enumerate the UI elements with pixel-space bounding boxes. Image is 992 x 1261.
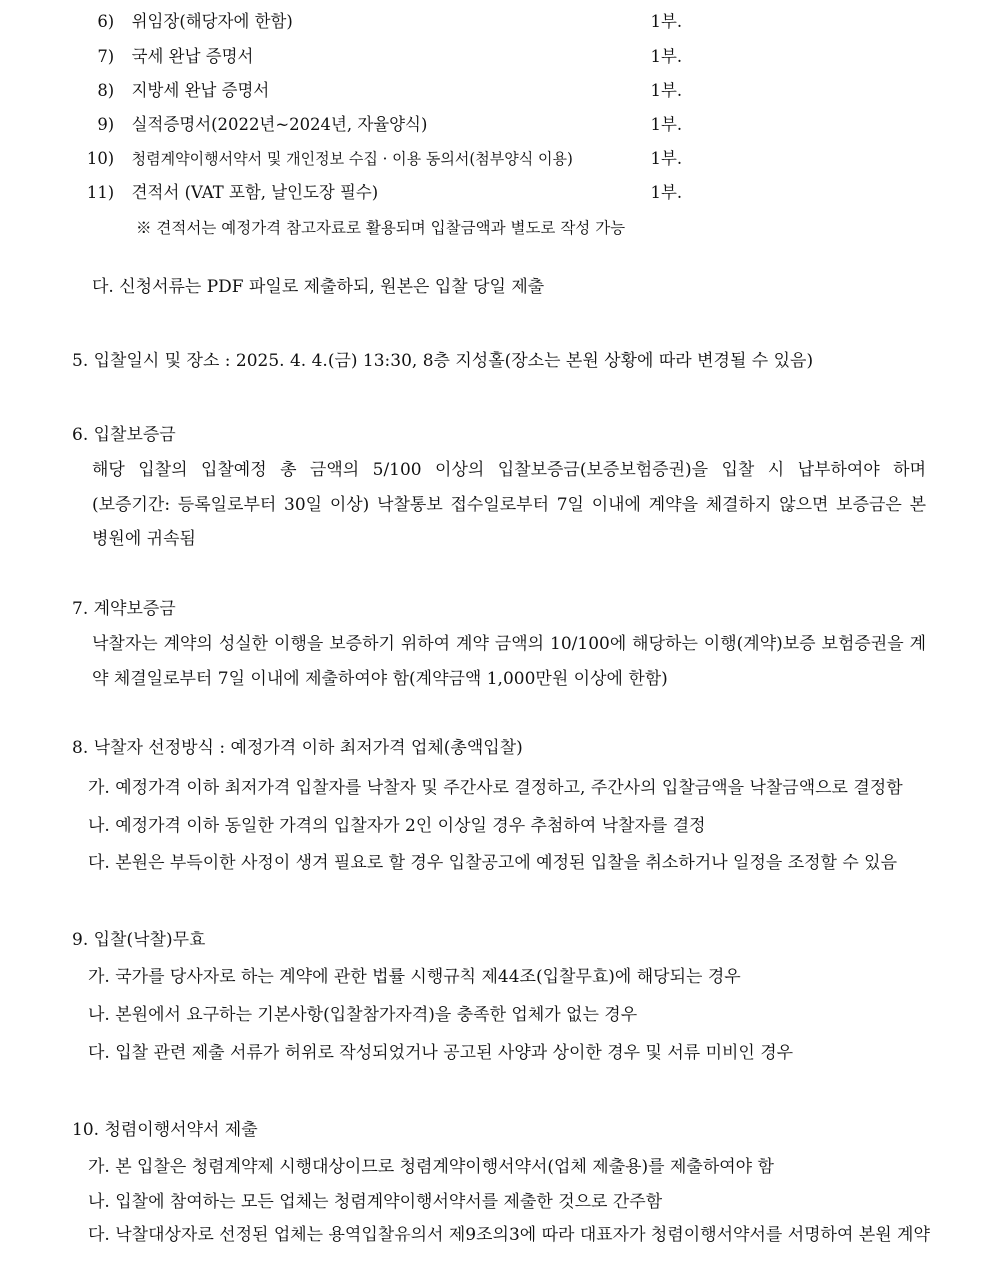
- list-item-text: 위임장(해당자에 한함): [131, 12, 293, 32]
- list-item: 나. 본원에서 요구하는 기본사항(입찰참가자격)을 충족한 업체가 없는 경우: [88, 1005, 638, 1025]
- list-item: 가. 본 입찰은 청렴계약제 시행대상이므로 청렴계약이행서약서(업체 제출용)를 제출하여야 함: [88, 1157, 774, 1177]
- list-item-number: 11): [86, 183, 115, 203]
- section-heading-selection-method: 8. 낙찰자 선정방식 : 예정가격 이하 최저가격 업체(총액입찰): [72, 738, 523, 758]
- section-heading-bid-schedule: 5. 입찰일시 및 장소 : 2025. 4. 4.(금) 13:30, 8층 지성홀(장소는 본원 상황에 따라 변경될 수 있음): [72, 351, 814, 371]
- section-heading-bid-invalidity: 9. 입찰(낙찰)무효: [72, 930, 206, 950]
- list-item-quantity: 1부.: [650, 149, 683, 169]
- list-item: 가. 예정가격 이하 최저가격 입찰자를 낙찰자 및 주간사로 결정하고, 주간사의 입찰금액을 낙찰금액으로 결정함: [88, 778, 903, 798]
- list-item-number: 8): [97, 81, 115, 101]
- paragraph-line: 병원에 귀속됨: [92, 529, 196, 549]
- estimate-note: ※ 견적서는 예정가격 참고자료로 활용되며 입찰금액과 별도로 작성 가능: [136, 219, 626, 237]
- list-item-text: 실적증명서(2022년~2024년, 자율양식): [131, 115, 428, 135]
- paragraph-line: 낙찰자는 계약의 성실한 이행을 보증하기 위하여 계약 금액의 10/100에 해당하는 이행(계약)보증 보험증권을 계: [92, 634, 926, 654]
- list-item-quantity: 1부.: [650, 81, 683, 101]
- list-item-text: 지방세 완납 증명서: [131, 81, 270, 101]
- section-heading-contract-deposit: 7. 계약보증금: [72, 599, 176, 619]
- list-item-quantity: 1부.: [650, 47, 683, 67]
- submission-note: 다. 신청서류는 PDF 파일로 제출하되, 원본은 입찰 당일 제출: [92, 277, 545, 297]
- list-item-number: 9): [97, 115, 115, 135]
- list-item: 다. 입찰 관련 제출 서류가 허위로 작성되었거나 공고된 사양과 상이한 경우 및 서류 미비인 경우: [88, 1043, 794, 1063]
- paragraph-line: 약 체결일로부터 7일 이내에 제출하여야 함(계약금액 1,000만원 이상에 한함): [92, 669, 668, 689]
- list-item-text: 청렴계약이행서약서 및 개인정보 수집 · 이용 동의서(첨부양식 이용): [131, 150, 573, 168]
- list-item-text: 견적서 (VAT 포함, 날인도장 필수): [131, 183, 379, 203]
- list-item: 나. 예정가격 이하 동일한 가격의 입찰자가 2인 이상일 경우 추첨하여 낙찰자를 결정: [88, 816, 706, 836]
- list-item-quantity: 1부.: [650, 12, 683, 32]
- list-item: 가. 국가를 당사자로 하는 계약에 관한 법률 시행규칙 제44조(입찰무효)에 해당되는 경우: [88, 967, 741, 987]
- list-item-quantity: 1부.: [650, 115, 683, 135]
- list-item-number: 6): [97, 12, 115, 32]
- paragraph-line: 해당 입찰의 입찰예정 총 금액의 5/100 이상의 입찰보증금(보증보험증권)을 입찰 시 납부하여야 하며: [92, 460, 926, 480]
- list-item: 다. 낙찰대상자로 선정된 업체는 용역입찰유의서 제9조의3에 따라 대표자가 청렴이행서약서를 서명하여 본원 계약: [88, 1225, 930, 1245]
- paragraph-line: (보증기간: 등록일로부터 30일 이상) 낙찰통보 접수일로부터 7일 이내에 계약을 체결하지 않으면 보증금은 본: [92, 495, 926, 515]
- section-heading-integrity-pledge: 10. 청렴이행서약서 제출: [72, 1120, 258, 1140]
- section-heading-bid-deposit: 6. 입찰보증금: [72, 425, 176, 445]
- list-item-text: 국세 완납 증명서: [131, 47, 254, 67]
- list-item-quantity: 1부.: [650, 183, 683, 203]
- list-item-number: 7): [97, 47, 115, 67]
- list-item: 나. 입찰에 참여하는 모든 업체는 청렴계약이행서약서를 제출한 것으로 간주함: [88, 1192, 663, 1212]
- list-item: 다. 본원은 부득이한 사정이 생겨 필요로 할 경우 입찰공고에 예정된 입찰을 취소하거나 일정을 조정할 수 있음: [88, 853, 898, 873]
- list-item-number: 10): [86, 149, 115, 169]
